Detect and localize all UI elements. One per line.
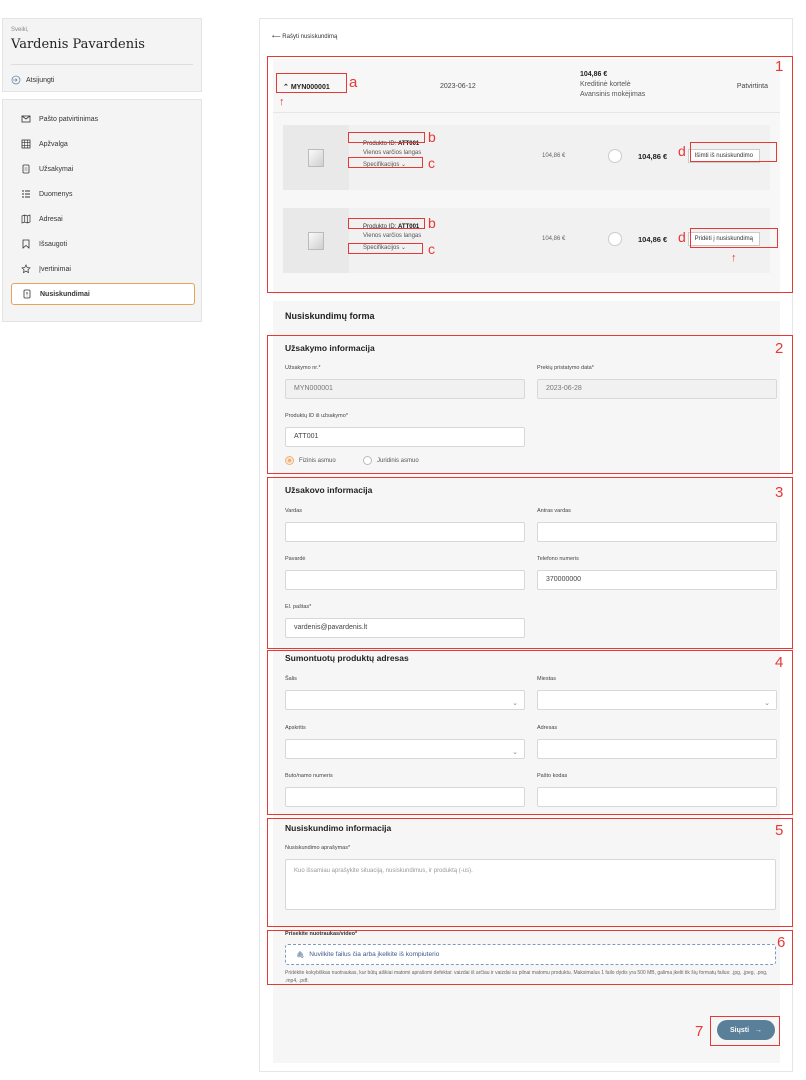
complaint-desc-label: Nusiskundimo aprašymas* <box>285 845 351 851</box>
sidebar-item-label: Išsaugoti <box>39 240 68 248</box>
product-name: Vienos varčios langas <box>363 150 422 156</box>
sidebar-item-orders[interactable] <box>11 158 195 180</box>
annotation-label-3: 3 <box>775 484 784 501</box>
sidebar-item-label: Pašto patvirtinimas <box>39 115 99 123</box>
county-label: Apskritis <box>285 725 306 731</box>
radio-label: Juridinis asmuo <box>377 457 419 464</box>
address-info-title: Sumontuotų produktų adresas <box>285 653 409 663</box>
payment-method: Kreditinė kortelė <box>580 81 631 88</box>
annotation-box-4 <box>267 650 793 815</box>
product-id-value: ATT001 <box>398 141 420 147</box>
sidebar-nav <box>2 99 202 322</box>
arrow-left-icon: ⟵ <box>272 34 283 40</box>
logout-icon <box>11 75 21 85</box>
order-nr-field[interactable]: MYN000001 <box>285 379 525 399</box>
delivery-date-field[interactable]: 2023-06-28 <box>537 379 777 399</box>
chevron-down-icon: ⌄ <box>399 162 407 168</box>
form-title: Nusiskundimų forma <box>285 311 375 321</box>
postcode-label: Pašto kodas <box>537 773 568 779</box>
order-price: 104,86 € <box>580 71 608 78</box>
phone-field[interactable]: 370000000 <box>537 570 777 590</box>
sidebar-item-label: Apžvalga <box>39 140 68 148</box>
payment-type: Avansinis mokėjimas <box>580 91 646 98</box>
sidebar-item-label: Adresai <box>39 215 63 223</box>
annotation-box-7 <box>710 1016 780 1046</box>
sidebar-item-email-confirmation[interactable] <box>11 108 195 130</box>
grid-icon <box>21 139 31 149</box>
email-label: El. paštas* <box>285 604 312 610</box>
sidebar-item-data[interactable] <box>11 183 195 205</box>
annotation-box-a <box>276 73 347 93</box>
annotation-box-d1 <box>690 142 777 162</box>
first-name-label: Vardas <box>285 508 303 514</box>
complaint-description-textarea[interactable]: Kuo išsamiau aprašykite situaciją, nusiskundimus, ir produktą (-us). <box>285 859 776 910</box>
order-info-title: Užsakymo informacija <box>285 343 375 353</box>
annotation-label-6: 6 <box>777 934 786 951</box>
annotation-box-2 <box>267 335 793 474</box>
unit-price: 104,86 € <box>542 236 566 242</box>
complaint-icon <box>22 289 32 299</box>
arrow-right-icon: → <box>755 1026 763 1034</box>
annotation-label-c1: c <box>428 155 435 171</box>
sidebar-item-ratings[interactable] <box>11 258 195 280</box>
document-icon <box>21 164 31 174</box>
building-label: Buto/namo numeris <box>285 773 333 779</box>
annotation-box-c1 <box>348 157 423 168</box>
annotation-box-6 <box>267 930 793 985</box>
spec-label: Specifikacijos <box>363 162 400 168</box>
logout-label: Atsijungti <box>26 76 55 84</box>
sidebar-item-addresses[interactable] <box>11 208 195 230</box>
paperclip-icon: 🖇 <box>296 951 305 959</box>
bookmark-icon <box>21 239 31 249</box>
add-to-complaint-button[interactable]: Pridėti į nusiskundimą <box>688 232 760 246</box>
attach-note: Pridėkite kokybiškas nuotraukas, kur būtų aiškiai matomi aprašomi defektai: vaizdai iš arčiau ir vaizdai su pilnai matomu produktu. Maksimalus 1 failo dydis yra 500 MB, galima įkelti tik šių formatų failus: .jpg, .jpeg, .png, .mp4, .pdf. <box>285 970 768 984</box>
greeting: Sveiki, <box>11 27 29 33</box>
dropzone-text: Nuvilkite failus čia arba įkelkite iš kompiuterio <box>309 951 440 958</box>
submit-label: Siųsti <box>729 1026 750 1034</box>
user-box <box>2 18 202 92</box>
product-ids-field[interactable]: ATT001 <box>285 427 525 447</box>
back-link[interactable] <box>272 33 337 40</box>
mail-icon <box>21 114 31 124</box>
order-nr-label: Užsakymo nr.* <box>285 365 321 371</box>
logout-link[interactable] <box>11 75 54 85</box>
annotation-box-b1 <box>348 132 425 143</box>
list-icon <box>21 189 31 199</box>
sidebar-item-saved[interactable] <box>11 233 195 255</box>
sidebar-item-label: Duomenys <box>39 190 73 198</box>
country-label: Šalis <box>285 676 297 682</box>
map-icon <box>21 214 31 224</box>
chevron-down-icon: ⌄ <box>512 700 518 707</box>
annotation-label-d1: d <box>678 143 686 159</box>
annotation-box-3 <box>267 477 793 649</box>
product-name: Vienos varčios langas <box>363 233 422 239</box>
chevron-down-icon: ⌄ <box>399 245 407 251</box>
sidebar-item-overview[interactable] <box>11 133 195 155</box>
phone-label: Telefono numeris <box>537 556 579 562</box>
chevron-down-icon: ⌄ <box>764 700 770 707</box>
annotation-box-5 <box>267 818 793 927</box>
city-label: Miestas <box>537 676 556 682</box>
complaint-info-title: Nusiskundimo informacija <box>285 823 392 833</box>
annotation-label-a: a <box>349 74 358 91</box>
annotation-box-d2 <box>690 228 778 248</box>
total-price: 104,86 € <box>638 152 668 161</box>
sidebar-item-label: Įvertinimai <box>39 265 71 273</box>
product-id-value: ATT001 <box>398 224 420 230</box>
last-name-label: Pavardė <box>285 556 306 562</box>
annotation-label-b2: b <box>428 215 436 231</box>
back-label: Rašyti nusiskundimą <box>282 34 338 40</box>
annotation-label-5: 5 <box>775 822 784 839</box>
annotation-label-4: 4 <box>775 654 784 671</box>
annotation-label-2: 2 <box>775 340 784 357</box>
annotation-arrow-up-icon: ↑ <box>279 96 285 108</box>
sidebar-item-label: Užsakymai <box>39 165 74 173</box>
radio-label: Fizinis asmuo <box>299 457 336 464</box>
product-id-prefix: Produkto ID: <box>363 224 399 230</box>
customer-info-title: Užsakovo informacija <box>285 485 373 495</box>
divider <box>11 64 193 65</box>
sidebar-item-complaints[interactable] <box>11 283 195 305</box>
delivery-date-label: Prekių pristatymo data* <box>537 365 594 371</box>
user-name: Vardenis Pavardenis <box>11 37 145 52</box>
annotation-label-1: 1 <box>775 58 784 75</box>
annotation-label-7: 7 <box>695 1023 704 1040</box>
second-name-label: Antras vardas <box>537 508 571 514</box>
annotation-box-b2 <box>348 218 425 229</box>
email-field[interactable]: vardenis@pavardenis.lt <box>285 618 525 638</box>
annotation-label-d2: d <box>678 229 686 245</box>
chevron-up-icon: ⌃ <box>283 84 291 91</box>
product-id-prefix: Produkto ID: <box>363 141 399 147</box>
chevron-down-icon: ⌄ <box>512 749 518 756</box>
total-price: 104,86 € <box>638 235 668 244</box>
sidebar-item-label: Nusiskundimai <box>40 290 90 298</box>
annotation-box-c2 <box>348 243 423 254</box>
annotation-arrow-up-icon: ↑ <box>731 252 737 264</box>
attach-label: Prisekite nuotraukas/video* <box>285 931 358 937</box>
star-icon <box>21 264 31 274</box>
address-label: Adresas <box>537 725 558 731</box>
unit-price: 104,86 € <box>542 153 566 159</box>
annotation-label-b1: b <box>428 129 436 145</box>
remove-from-complaint-button[interactable]: Išimti iš nusiskundimo <box>688 149 760 163</box>
spec-label: Specifikacijos <box>363 245 400 251</box>
annotation-label-c2: c <box>428 241 435 257</box>
product-ids-label: Produktų ID iš užsakymo* <box>285 413 348 419</box>
order-status: Patvirtinta <box>736 83 768 90</box>
order-id-text: MYN000001 <box>290 84 330 91</box>
order-date: 2023-06-12 <box>440 83 476 90</box>
